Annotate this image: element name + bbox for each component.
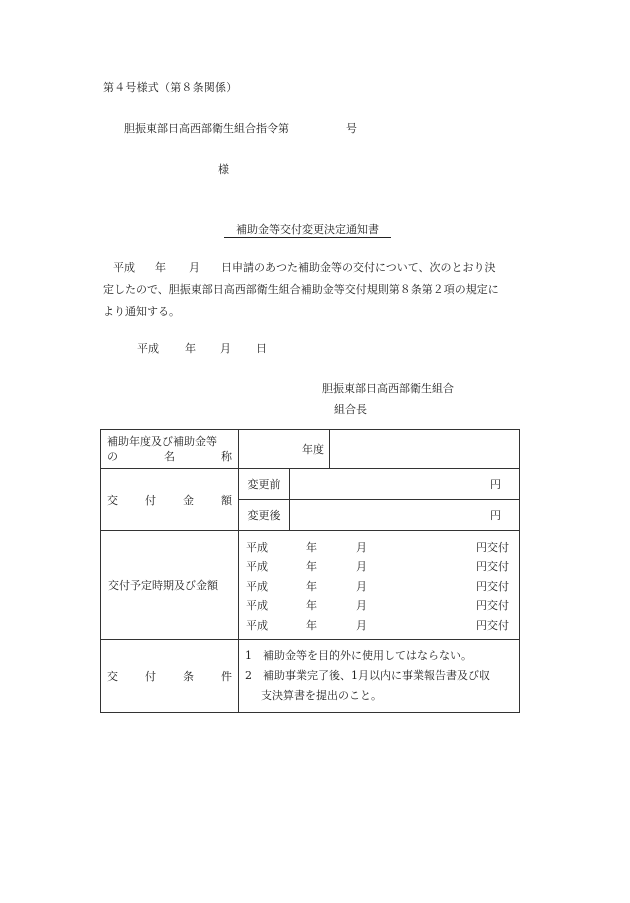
- schedule-month: 月: [356, 540, 367, 554]
- label-amount-char1: 交: [107, 493, 118, 507]
- schedule-month: 月: [356, 599, 367, 612]
- condition-2: 2 補助事業完了後、1月以内に事業報告書及び収: [245, 669, 490, 682]
- schedule-unit: 円交付: [476, 579, 509, 593]
- after-change-unit: 円: [490, 509, 501, 522]
- schedule-year: 年: [306, 599, 317, 612]
- schedule-era: 平成: [246, 560, 268, 573]
- label-no: の: [107, 450, 118, 463]
- schedule-unit: 円交付: [476, 618, 509, 632]
- schedule-era: 平成: [246, 579, 268, 593]
- body-line-2: 定したので、胆振東部日高西部衛生組合補助金等交付規則第８条第２項の規定に: [103, 283, 499, 296]
- table-row-conditions: [101, 640, 520, 713]
- schedule-year: 年: [306, 618, 317, 632]
- schedule-unit: 円交付: [476, 599, 509, 612]
- before-change-label: 変更前: [239, 469, 290, 500]
- date-year: 年: [185, 342, 196, 355]
- label-na: 名: [164, 450, 175, 463]
- condition-2-continued: 支決算書を提出のこと。: [261, 689, 382, 702]
- label-grant-amount: [101, 469, 239, 531]
- label-cond-char4: 件: [221, 670, 232, 683]
- issuer-organization: 胆振東部日高西部衛生組合: [322, 382, 454, 395]
- body-year: 年: [155, 261, 166, 274]
- after-change-label: 変更後: [239, 500, 290, 531]
- body-line-1: [103, 257, 523, 279]
- label-amount-char4: 額: [221, 493, 232, 507]
- before-change-unit: 円: [490, 478, 501, 491]
- directive-number-suffix: 号: [346, 122, 357, 135]
- grant-name-cell: [330, 430, 520, 469]
- condition-1: 1 補助金等を目的外に使用してはならない。: [245, 649, 472, 662]
- schedule-month: 月: [356, 618, 367, 632]
- after-change-amount: [290, 500, 520, 531]
- notice-body: [103, 257, 523, 323]
- conditions-cell: [239, 640, 520, 713]
- label-sho: 称: [221, 450, 232, 463]
- schedule-unit: 円交付: [476, 540, 509, 554]
- body-line-1-text: 日申請のあつた補助金等の交付について、次のとおり決: [221, 261, 496, 274]
- schedule-row: [239, 556, 519, 576]
- schedule-year: 年: [306, 540, 317, 554]
- label-grant-year-name-line1: 補助年度及び補助金等: [107, 435, 217, 448]
- grant-year-cell: [239, 430, 330, 469]
- before-change-amount: [290, 469, 520, 500]
- body-line-3: より通知する。: [103, 305, 180, 318]
- label-cond-char3: 条: [183, 670, 194, 683]
- document-title: 補助金等交付変更決定通知書: [224, 224, 391, 238]
- body-era: 平成: [113, 261, 135, 274]
- schedule-era: 平成: [246, 618, 268, 632]
- label-conditions: [101, 640, 239, 713]
- label-amount-char2: 付: [145, 493, 156, 507]
- schedule-era: 平成: [246, 599, 268, 612]
- date-day: 日: [256, 342, 267, 355]
- table-row-schedule: [101, 531, 520, 640]
- label-cond-char2: 付: [145, 670, 156, 683]
- schedule-year: 年: [306, 560, 317, 573]
- schedule-row: [239, 615, 519, 635]
- schedule-row: [239, 576, 519, 596]
- label-schedule: 交付予定時期及び金額: [101, 531, 239, 640]
- grant-details-table: [100, 429, 520, 713]
- addressee-honorific: 様: [218, 163, 229, 176]
- body-month: 月: [189, 261, 200, 274]
- date-month: 月: [220, 342, 231, 355]
- form-number-label: 第４号様式（第８条関係）: [103, 81, 238, 94]
- schedule-month: 月: [356, 560, 367, 573]
- label-amount-char3: 金: [183, 493, 194, 507]
- schedule-unit: 円交付: [476, 560, 509, 573]
- date-era: 平成: [137, 342, 159, 355]
- schedule-month: 月: [356, 579, 367, 593]
- schedule-year: 年: [306, 579, 317, 593]
- label-cond-char1: 交: [107, 670, 118, 683]
- table-row-amount-before: [101, 469, 520, 500]
- directive-number-prefix: 胆振東部日高西部衛生組合指令第: [124, 122, 289, 135]
- schedule-era: 平成: [246, 540, 268, 554]
- schedule-row: [239, 595, 519, 615]
- schedule-row: [239, 537, 519, 557]
- grant-year-unit: 年度: [302, 443, 324, 456]
- issuer-title: 組合長: [334, 403, 367, 416]
- schedule-cell: [239, 531, 520, 640]
- table-row-grant-name: [101, 430, 520, 469]
- label-grant-year-name: [101, 430, 239, 469]
